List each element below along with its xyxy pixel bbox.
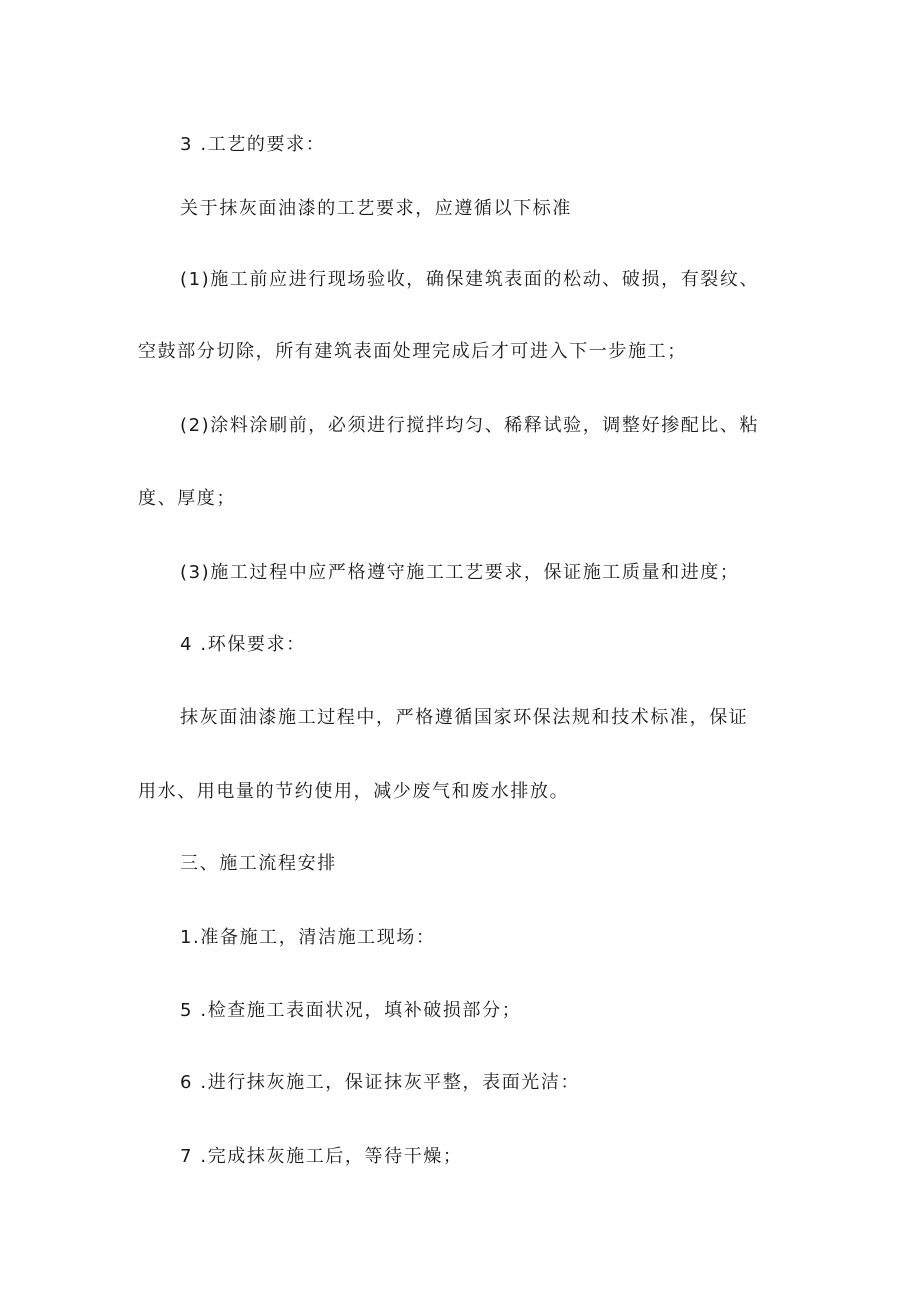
flow-step-6: 6 .进行抹灰施工，保证抹灰平整，表面光洁： [180, 1072, 581, 1093]
item-1-line-1: (1)施工前应进行现场验收，确保建筑表面的松动、破损，有裂纹、 [180, 269, 760, 290]
flow-step-7: 7 .完成抹灰施工后，等待干燥； [180, 1146, 463, 1167]
heading-process-requirements: 3 .工艺的要求： [180, 134, 326, 155]
flow-step-1: 1.准备施工，清洁施工现场： [180, 927, 436, 948]
item-3: (3)施工过程中应严格遵守施工工艺要求，保证施工质量和进度； [180, 562, 740, 583]
flow-step-5: 5 .检查施工表面状况，填补破损部分； [180, 1000, 522, 1021]
item-2-line-2: 度、厚度； [138, 488, 236, 509]
item-1-line-2: 空鼓部分切除，所有建筑表面处理完成后才可进入下一步施工； [138, 341, 687, 362]
paragraph-environment-line-2: 用水、用电量的节约使用，减少废气和废水排放。 [138, 781, 570, 802]
paragraph-intro: 关于抹灰面油漆的工艺要求，应遵循以下标准 [180, 198, 572, 219]
section-heading-construction-flow: 三、施工流程安排 [180, 853, 337, 874]
item-2-line-1: (2)涂料涂刷前，必须进行搅拌均匀、稀释试验，调整好掺配比、粘 [180, 415, 760, 436]
heading-environmental-requirements: 4 .环保要求： [180, 634, 306, 655]
paragraph-environment-line-1: 抹灰面油漆施工过程中，严格遵循国家环保法规和技术标准，保证 [180, 707, 749, 728]
